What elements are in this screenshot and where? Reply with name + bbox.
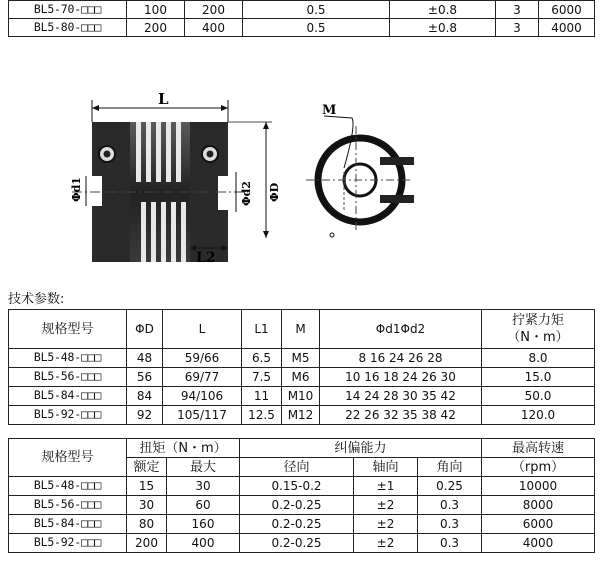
table-cell: 48 [127, 349, 163, 368]
header-rated: 额定 [127, 458, 167, 477]
table-cell: 0.5 [243, 1, 390, 19]
model-cell: BL5-92-□□□ [9, 406, 127, 425]
header-d1d2: Φd1Φd2 [320, 310, 482, 349]
label-M: M [322, 103, 337, 118]
table-cell: 4000 [539, 19, 595, 37]
table-cell: 84 [127, 387, 163, 406]
table-cell: 15 [127, 477, 167, 496]
header-max: 最大 [167, 458, 240, 477]
table-row [9, 515, 595, 534]
table-cell: ±2 [354, 534, 418, 553]
model-cell: BL5-84-□□□ [9, 515, 127, 534]
table-header-row [9, 439, 595, 458]
table-cell: 60 [167, 496, 240, 515]
table-cell: 0.2-0.25 [240, 534, 354, 553]
table-cell: 8 16 24 26 28 [320, 349, 482, 368]
table-cell: 30 [127, 496, 167, 515]
table-cell: M6 [282, 368, 320, 387]
top-spec-table [8, 0, 595, 37]
table-row [9, 368, 595, 387]
model-cell: BL5-48-□□□ [9, 477, 127, 496]
table-cell: 200 [127, 19, 185, 37]
table-cell: 100 [127, 1, 185, 19]
table-cell: 14 24 28 30 35 42 [320, 387, 482, 406]
coupling-side-view [72, 122, 248, 262]
table-cell: 15.0 [482, 368, 595, 387]
table-cell: ±0.8 [390, 1, 496, 19]
table-cell: 6000 [482, 515, 595, 534]
table-cell: 0.3 [418, 515, 482, 534]
table-cell: 4000 [482, 534, 595, 553]
dimension-L2: L2 [196, 250, 216, 266]
header-misalignment: 纠偏能力 [240, 439, 482, 458]
table-header-row [9, 310, 595, 349]
table-cell: M5 [282, 349, 320, 368]
header-L1: L1 [242, 310, 282, 349]
header-torque: 扭矩（N・m） [127, 439, 240, 458]
table-cell: M12 [282, 406, 320, 425]
header-angular: 角向 [418, 458, 482, 477]
table-cell: ±2 [354, 515, 418, 534]
table-row [9, 19, 595, 37]
table-cell: 7.5 [242, 368, 282, 387]
header-model: 规格型号 [9, 439, 127, 477]
table-cell: ±1 [354, 477, 418, 496]
table-row [9, 496, 595, 515]
dimension-d1: Φd1 [70, 177, 83, 202]
section-title: 技术参数: [8, 292, 65, 307]
table-cell: 12.5 [242, 406, 282, 425]
table-cell: 400 [167, 534, 240, 553]
table-row [9, 349, 595, 368]
table-cell: 120.0 [482, 406, 595, 425]
table-cell: M10 [282, 387, 320, 406]
table-cell: 0.3 [418, 534, 482, 553]
table-row [9, 1, 595, 19]
table-row [9, 477, 595, 496]
model-cell: BL5-80-□□□ [9, 19, 127, 37]
table-cell: 0.3 [418, 496, 482, 515]
header-D: ΦD [127, 310, 163, 349]
model-cell: BL5-84-□□□ [9, 387, 127, 406]
spec-table-dimensions [8, 309, 595, 425]
header-tightening-torque [482, 310, 595, 349]
table-cell: 3 [496, 19, 539, 37]
model-cell: BL5-48-□□□ [9, 349, 127, 368]
header-rpm: （rpm） [482, 458, 595, 477]
dimension-L: L [158, 90, 169, 108]
table-row [9, 406, 595, 425]
table-cell: 22 26 32 35 38 42 [320, 406, 482, 425]
coupling-drawing [0, 60, 600, 280]
table-cell: ±2 [354, 496, 418, 515]
table-cell: 11 [242, 387, 282, 406]
table-cell: 0.15-0.2 [240, 477, 354, 496]
model-cell: BL5-56-□□□ [9, 368, 127, 387]
header-radial: 径向 [240, 458, 354, 477]
table-cell: 0.5 [243, 19, 390, 37]
table-cell: 8.0 [482, 349, 595, 368]
table-cell: 0.2-0.25 [240, 515, 354, 534]
table-cell: 105/117 [163, 406, 242, 425]
header-torque-line2: （N・m） [507, 330, 569, 345]
table-cell: 56 [127, 368, 163, 387]
table-cell: 8000 [482, 496, 595, 515]
model-cell: BL5-56-□□□ [9, 496, 127, 515]
header-axial: 轴向 [354, 458, 418, 477]
table-cell: 6.5 [242, 349, 282, 368]
table-cell: 0.25 [418, 477, 482, 496]
table-row [9, 387, 595, 406]
table-cell: 94/106 [163, 387, 242, 406]
header-torque-line1: 拧紧力矩 [511, 313, 564, 328]
coupling-end-view [306, 126, 414, 237]
table-cell: 6000 [539, 1, 595, 19]
table-cell: 3 [496, 1, 539, 19]
table-cell: 92 [127, 406, 163, 425]
model-cell: BL5-92-□□□ [9, 534, 127, 553]
spec-table-performance [8, 438, 595, 553]
table-cell: 400 [185, 19, 243, 37]
table-cell: 30 [167, 477, 240, 496]
table-cell: 160 [167, 515, 240, 534]
table-cell: 69/77 [163, 368, 242, 387]
table-cell: 10 16 18 24 26 30 [320, 368, 482, 387]
table-cell: 80 [127, 515, 167, 534]
table-cell: 50.0 [482, 387, 595, 406]
header-max-speed: 最高转速 [482, 439, 595, 458]
table-cell: 10000 [482, 477, 595, 496]
model-cell: BL5-70-□□□ [9, 1, 127, 19]
dimension-d2: Φd2 [240, 181, 253, 206]
header-L: L [163, 310, 242, 349]
table-cell: 200 [185, 1, 243, 19]
table-cell: 200 [127, 534, 167, 553]
header-model: 规格型号 [9, 310, 127, 349]
header-M: M [282, 310, 320, 349]
table-row [9, 534, 595, 553]
dimension-D: ΦD [268, 182, 281, 202]
table-cell: 59/66 [163, 349, 242, 368]
table-cell: 0.2-0.25 [240, 496, 354, 515]
table-cell: ±0.8 [390, 19, 496, 37]
